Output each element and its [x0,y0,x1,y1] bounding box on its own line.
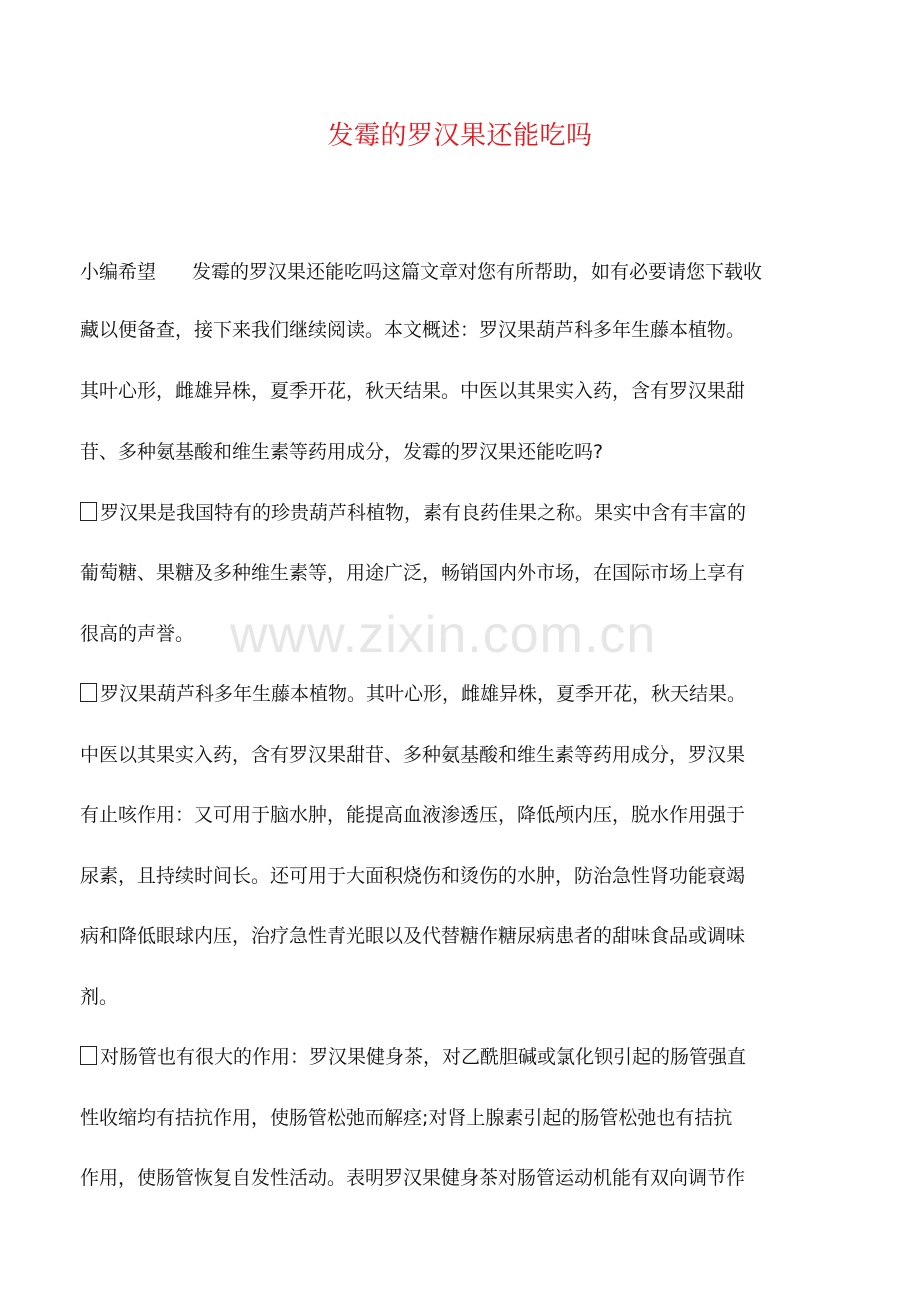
para2-line-1 [80,680,746,708]
intro-line-2: 藏以便备查，接下来我们继续阅读。本文概述：罗汉果葫芦科多年生藤本植物。 [80,319,746,341]
para2-line-6: 剂。 [80,986,119,1008]
para2-line-4: 尿素，且持续时间长。还可用于大面积烧伤和烫伤的水肿，防治急性肾功能衰竭 [80,865,746,887]
intro-line-3: 其叶心形，雌雄异株，夏季开花，秋天结果。中医以其果实入药，含有罗汉果甜 [80,380,746,402]
para3-text-1: 对肠管也有很大的作用：罗汉果健身茶，对乙酰胆碱或氯化钡引起的肠管强直 [100,1046,747,1068]
para2-line-2: 中医以其果实入药，含有罗汉果甜苷、多种氨基酸和维生素等药用成分，罗汉果 [80,744,746,766]
para2-text-1: 罗汉果葫芦科多年生藤本植物。其叶心形，雌雄异株，夏季开花，秋天结果。 [100,683,747,705]
intro-text-1: 发霉的罗汉果还能吃吗这篇文章对您有所帮助，如有必要请您下载收 [192,261,763,283]
bullet-box-icon [80,1046,97,1065]
para1-line-2: 葡萄糖、果糖及多种维生素等，用途广泛，畅销国内外市场，在国际市场上享有 [80,562,746,584]
intro-line-4: 苷、多种氨基酸和维生素等药用成分，发霉的罗汉果还能吃吗? [80,441,604,463]
document-title: 发霉的罗汉果还能吃吗 [327,121,593,151]
watermark: www.zixin.com.cn [230,606,657,664]
para1-text-1: 罗汉果是我国特有的珍贵葫芦科植物，素有良药佳果之称。果实中含有丰富的 [100,502,747,524]
para1-line-3: 很高的声誉。 [80,623,195,645]
bullet-box-icon [80,683,97,702]
intro-prefix: 小编希望 [80,261,157,283]
para3-line-2: 性收缩均有拮抗作用，使肠管松弛而解痉;对肾上腺素引起的肠管松弛也有拮抗 [80,1107,733,1129]
para3-line-3: 作用，使肠管恢复自发性活动。表明罗汉果健身茶对肠管运动机能有双向调节作 [80,1167,746,1189]
para2-line-5: 病和降低眼球内压，治疗急性青光眼以及代替糖作糖尿病患者的甜味食品或调味 [80,925,746,947]
para1-line-1 [80,499,746,527]
bullet-box-icon [80,502,97,521]
para2-line-3: 有止咳作用：又可用于脑水肿，能提高血液渗透压，降低颅内压，脱水作用强于 [80,804,746,826]
para3-line-1 [80,1043,746,1071]
intro-line-1 [80,258,762,286]
